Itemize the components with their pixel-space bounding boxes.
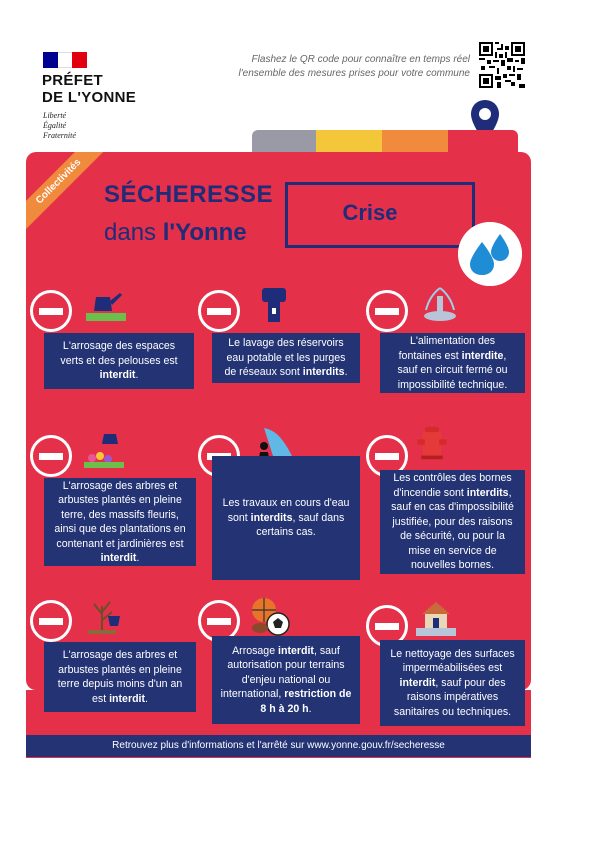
rule-text: . <box>136 552 140 564</box>
rule-text: , sauf pour des raisons impératives sanitaires ou techniques. <box>393 676 512 718</box>
rule-emphasis: interdits <box>250 511 293 524</box>
rule-emphasis: interdits <box>302 366 345 379</box>
rule-emphasis: interdit <box>278 644 314 657</box>
rule-card-4 <box>44 478 196 566</box>
republic-motto: Liberté Égalité Fraternité <box>43 111 76 140</box>
rule-emphasis: interdit <box>109 692 146 705</box>
rule-text: , sauf dans certains cas. <box>256 511 345 539</box>
prohibited-icon <box>366 290 408 332</box>
prohibited-icon <box>30 290 72 332</box>
fire-hydrant-icon <box>414 414 450 472</box>
rule-text: . <box>135 369 139 382</box>
marianne-flag-logo <box>43 52 87 68</box>
qr-code-icon[interactable] <box>479 42 525 88</box>
poster-title: SÉCHERESSE <box>104 181 274 208</box>
rule-card-1 <box>44 333 194 389</box>
rule-text: . <box>308 702 312 715</box>
rule-emphasis: interdits <box>466 486 509 499</box>
young-tree-icon <box>82 594 122 634</box>
rule-card-5 <box>212 456 360 580</box>
rule-text: Le nettoyage des surfaces imperméabilisées est <box>390 647 515 675</box>
rule-text: , sauf en cas d'impossibilité justifiée, pour des raisons de sécurité, ou pour la mise en service de nouvelles bornes. <box>391 486 514 572</box>
rule-card-9 <box>380 640 525 726</box>
rule-text: , sauf en circuit fermé ou impossibilité technique. <box>397 349 508 391</box>
rule-emphasis: interdit <box>99 369 136 382</box>
flower-watering-icon <box>84 428 124 468</box>
sport-balls-icon <box>250 596 290 636</box>
rule-text: Les travaux en cours d'eau sont <box>222 497 350 524</box>
rule-card-6 <box>380 470 525 574</box>
rule-text: Le lavage des réservoirs eau potable et les purges de réseaux sont <box>224 337 346 379</box>
rule-text: , sauf autorisation pour terrains d'enjeu national ou international, <box>220 644 345 701</box>
prefet-title: PRÉFET DE L'YONNE <box>42 72 137 106</box>
more-info-footer[interactable]: Retrouvez plus d'informations et l'arrêté sur www.yonne.gouv.fr/secheresse <box>26 735 531 757</box>
rule-text: Arrosage <box>232 644 279 657</box>
prohibited-icon <box>198 290 240 332</box>
house-cleaning-icon <box>416 596 456 636</box>
qr-instructions: Flashez le QR code pour connaître en temps réel l'ensemble des mesures prises pour votre commune <box>238 54 470 79</box>
rule-card-2 <box>212 333 360 383</box>
rule-emphasis: interdit <box>399 676 436 689</box>
rule-card-3 <box>380 333 525 393</box>
water-drops-icon <box>458 222 522 286</box>
rule-text: . <box>344 366 348 379</box>
audience-ribbon: Collectivités <box>26 152 106 232</box>
alert-level-label: Crise <box>342 200 398 225</box>
watering-can-icon <box>86 285 126 325</box>
rule-card-7 <box>44 642 196 712</box>
prohibited-icon <box>30 435 72 477</box>
rule-text: . <box>145 692 148 705</box>
rule-emphasis: restriction de 8 h à 20 h <box>260 688 352 715</box>
rule-text: Les contrôles des bornes d'incendie sont <box>393 472 512 499</box>
fountain-icon <box>420 284 460 324</box>
rule-text: L'arrosage des arbres et arbustes plantés en pleine terre, des massifs fleuris, ainsi que des plantations en contenant et jardinières est <box>54 479 186 550</box>
rule-text: L'alimentation des fontaines est <box>398 335 496 362</box>
prohibited-icon <box>30 600 72 642</box>
poster-subtitle: dans l'Yonne <box>104 219 247 246</box>
water-tower-icon <box>254 284 294 324</box>
rule-card-8 <box>212 636 360 724</box>
rule-text: L'arrosage des arbres et arbustes plantés en pleine terre depuis moins d'un an est <box>57 649 183 705</box>
rule-text: L'arrosage des espaces verts et des pelouses est <box>60 340 178 367</box>
rule-emphasis: interdite <box>461 349 504 362</box>
rule-emphasis: interdit <box>100 552 137 564</box>
